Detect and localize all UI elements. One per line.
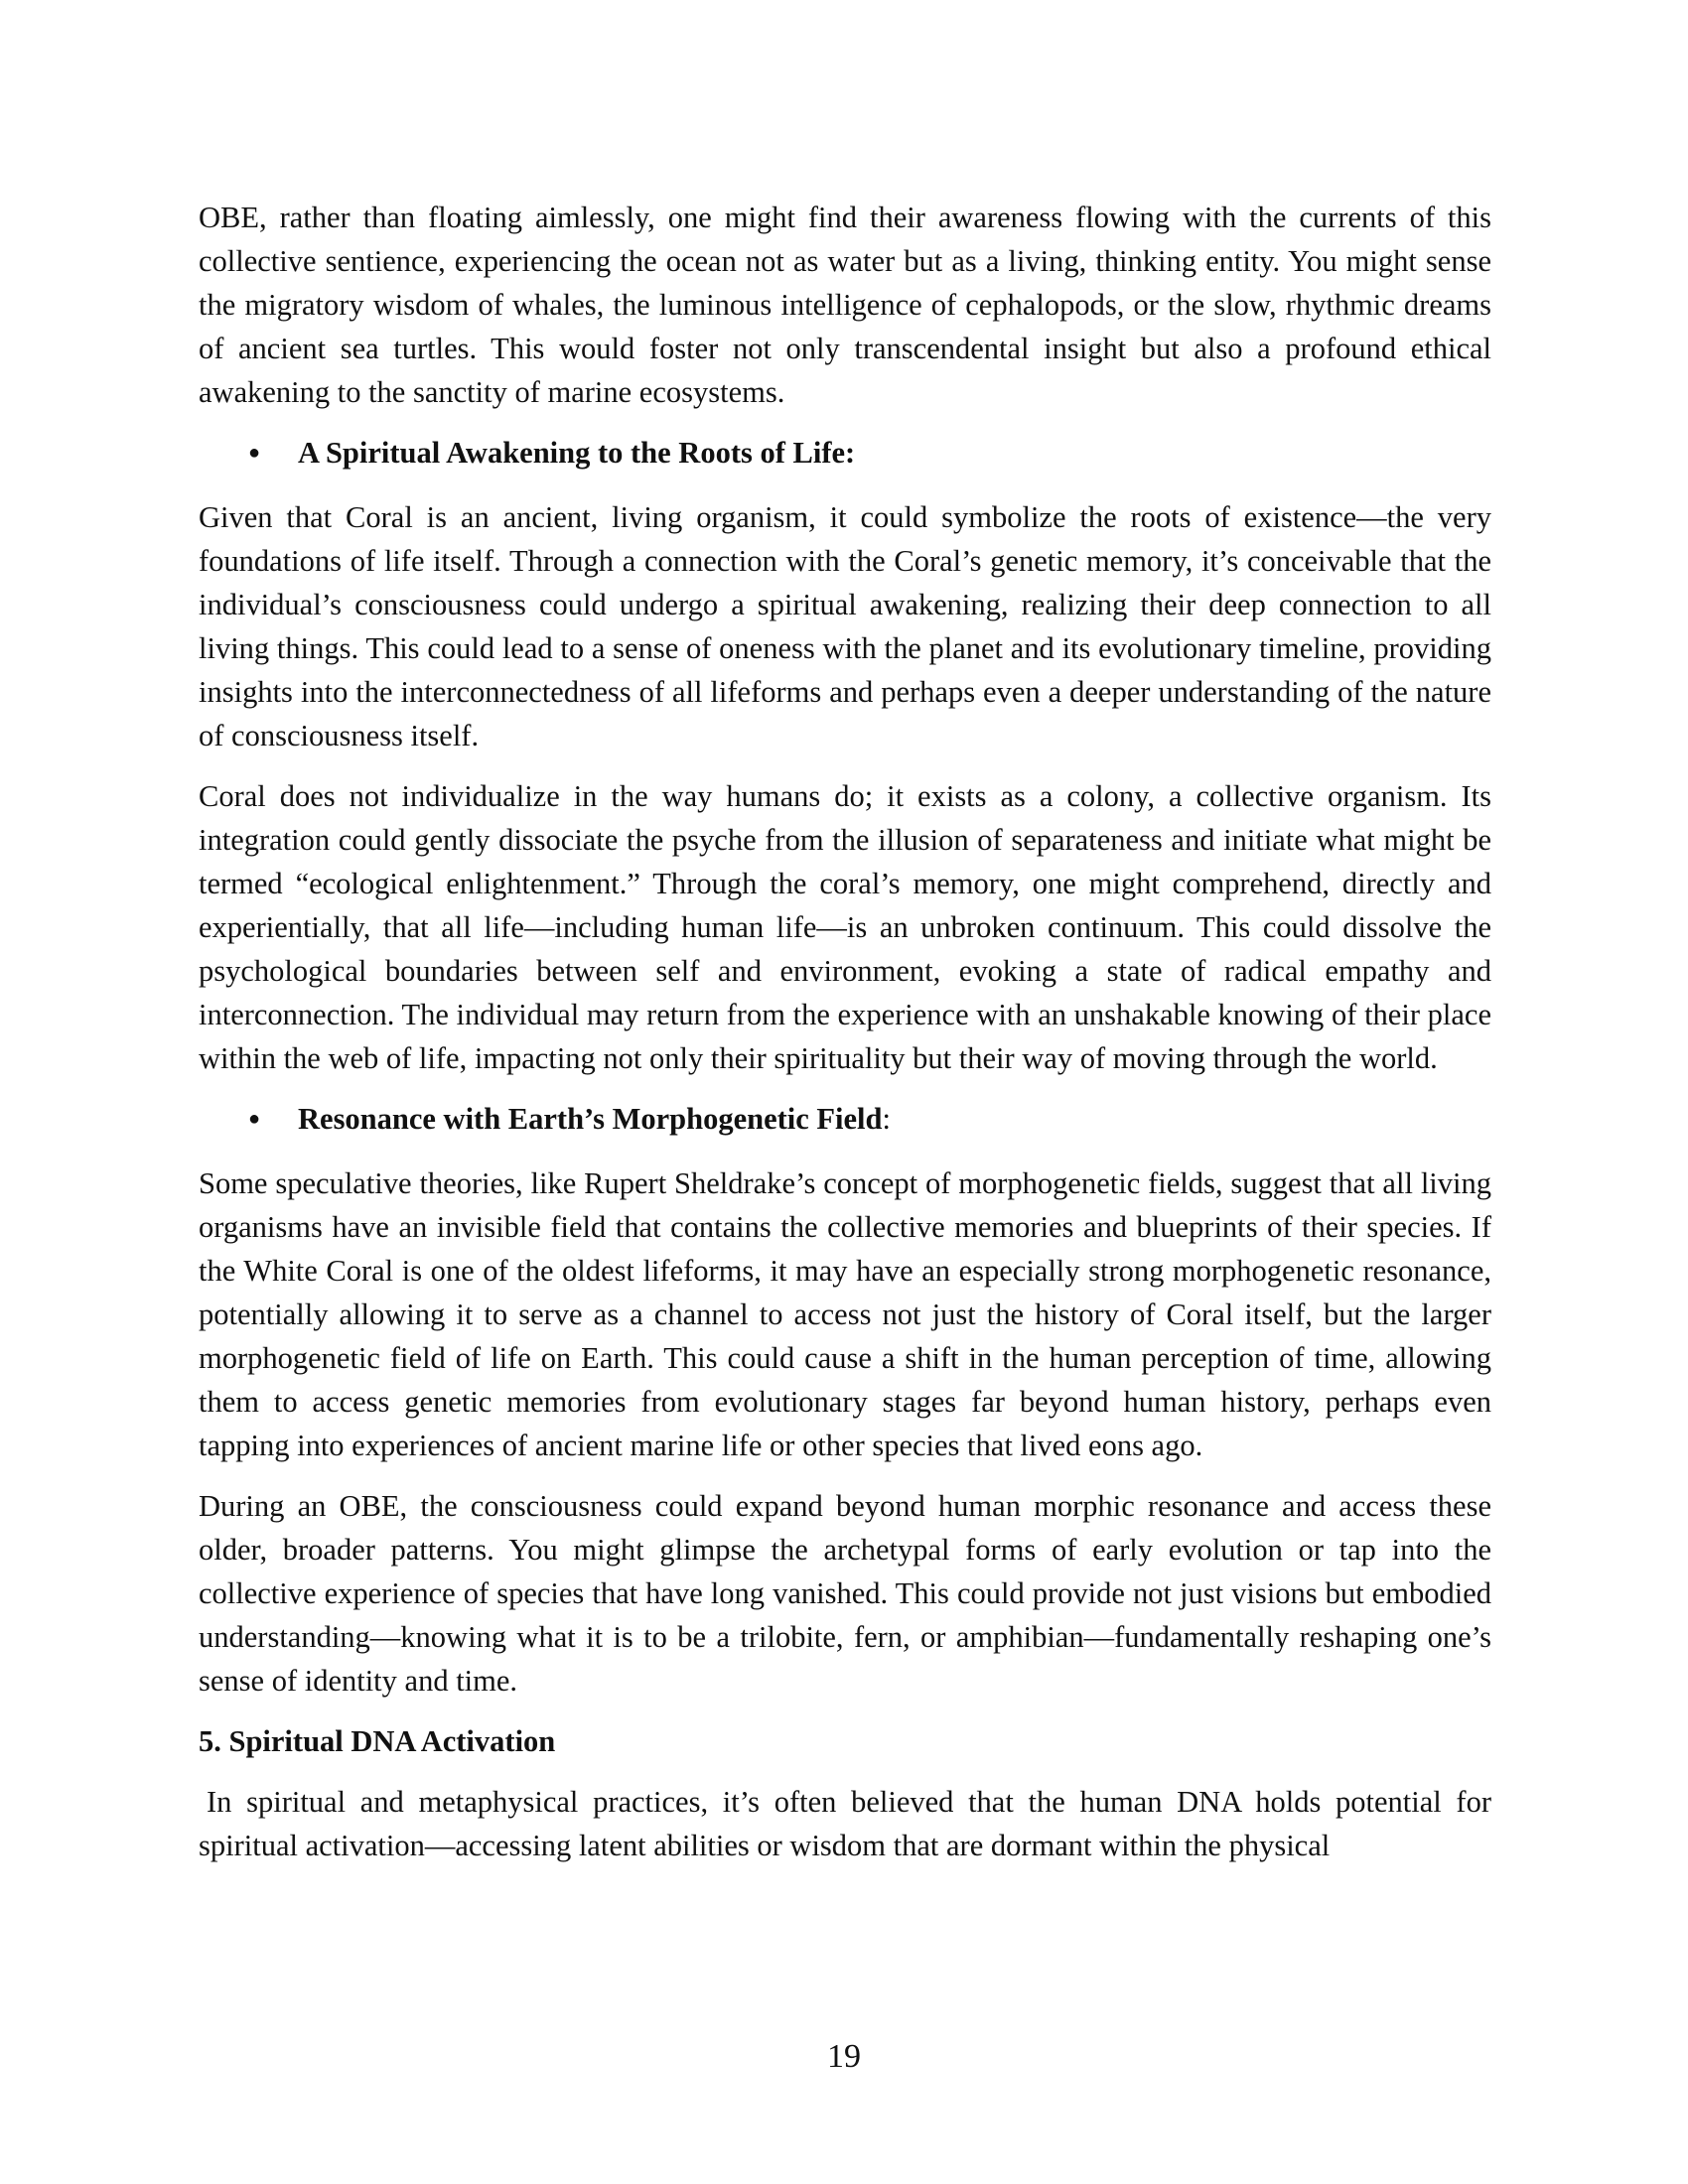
bullet-spiritual-awakening (199, 431, 1491, 478)
bullet-heading-spiritual-awakening: A Spiritual Awakening to the Roots of Life: (298, 436, 856, 470)
paragraph-obe-expansion: During an OBE, the consciousness could expand beyond human morphic resonance and access these older, broader patterns. You might glimpse the archetypal forms of early evolution or tap into the collective experience of species that have long vanished. This could provide not just visions but embodied understanding—knowing what it is to be a trilobite, fern, or amphibian—fundamentally reshaping one’s sense of identity and time. (199, 1489, 1491, 1698)
bullet-icon: ● (248, 1108, 261, 1130)
paragraph-coral-collective: Coral does not individualize in the way humans do; it exists as a colony, a collective organism. Its integration could gently dissociate the psyche from the illusion of separateness and initiate what might be termed “ecological enlightenment.” Through the coral’s memory, one might comprehend, directly and experientially, that all life—including human life—is an unbroken continuum. This could dissolve the psychological boundaries between self and environment, evoking a state of radical empathy and interconnection. The individual may return from the experience with an unshakable knowing of their place within the web of life, impacting not only their spirituality but their way of moving through the world. (199, 779, 1491, 1075)
paragraph-dna-activation: In spiritual and metaphysical practices, it’s often believed that the human DNA holds potential for spiritual activation—accessing latent abilities or wisdom that are dormant within the physical (199, 1785, 1491, 1862)
page-number: 19 (827, 2038, 861, 2075)
bullet-icon: ● (248, 442, 261, 464)
page-content (199, 196, 1491, 1884)
bullet-heading-morphogenetic-field: Resonance with Earth’s Morphogenetic Field (298, 1102, 883, 1136)
paragraph-roots-of-life: Given that Coral is an ancient, living organism, it could symbolize the roots of existence—the very foundations of life itself. Through a connection with the Coral’s genetic memory, it’s conceivable that the individual’s consciousness could undergo a spiritual awakening, realizing their deep connection to all living things. This could lead to a sense of oneness with the planet and its evolutionary timeline, providing insights into the interconnectedness of all lifeforms and perhaps even a deeper understanding of the nature of consciousness itself. (199, 500, 1491, 752)
section-heading-dna-activation: 5. Spiritual DNA Activation (199, 1724, 556, 1758)
paragraph-obe-continuation: OBE, rather than floating aimlessly, one might find their awareness flowing with the currents of this collective sentience, experiencing the ocean not as water but as a living, thinking entity. You might sense the migratory wisdom of whales, the luminous intelligence of cephalopods, or the slow, rhythmic dreams of ancient sea turtles. This would foster not only transcendental insight but also a profound ethical awakening to the sanctity of marine ecosystems. (199, 201, 1491, 409)
bullet-heading-colon: : (882, 1102, 891, 1136)
bullet-morphogenetic-field (199, 1097, 1491, 1145)
paragraph-sheldrake-theory: Some speculative theories, like Rupert Sheldrake’s concept of morphogenetic fields, suggest that all living organisms have an invisible field that contains the collective memories and blueprints of their species. If the White Coral is one of the oldest lifeforms, it may have an especially strong morphogenetic resonance, potentially allowing it to serve as a channel to access not just the history of Coral itself, but the larger morphogenetic field of life on Earth. This could cause a shift in the human perception of time, allowing them to access genetic memories from evolutionary stages far beyond human history, perhaps even tapping into experiences of ancient marine life or other species that lived eons ago. (199, 1166, 1491, 1462)
